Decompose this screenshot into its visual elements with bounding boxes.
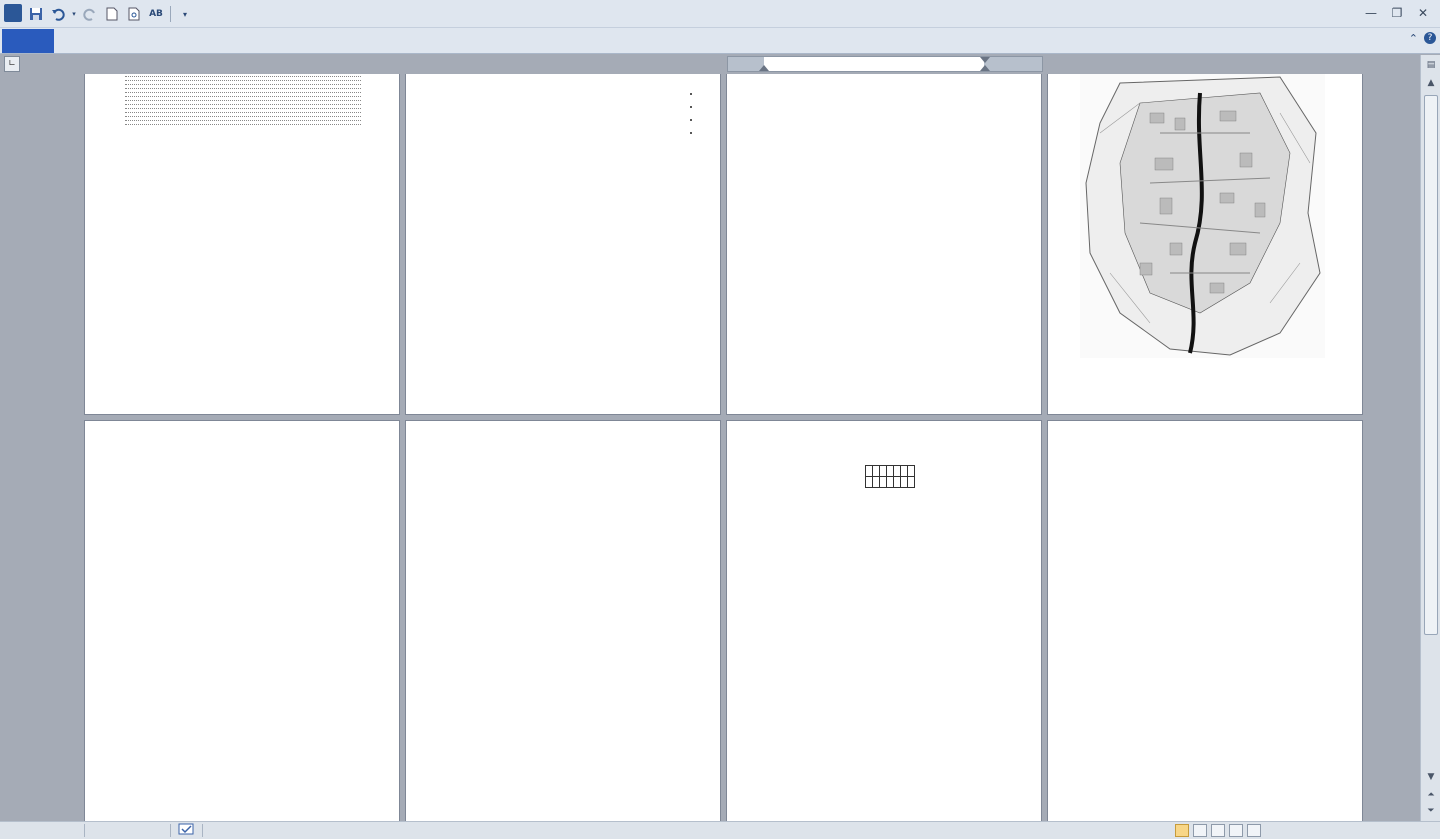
page-3[interactable] (726, 74, 1042, 415)
draft-view-icon[interactable] (1247, 824, 1261, 837)
status-divider (84, 824, 85, 837)
page-toc[interactable] (84, 74, 400, 415)
status-bar (0, 821, 1440, 839)
print-layout-view-icon[interactable] (1175, 824, 1189, 837)
status-divider (170, 824, 171, 837)
save-icon[interactable] (26, 4, 46, 24)
tab-selector-icon[interactable]: ∟ (4, 56, 20, 72)
scroll-up-icon[interactable]: ▲ (1427, 78, 1435, 88)
list-item (444, 113, 682, 126)
left-indent-marker[interactable] (759, 65, 769, 71)
proofing-icon[interactable] (178, 823, 196, 839)
full-screen-reading-view-icon[interactable] (1193, 824, 1207, 837)
list-item (444, 126, 682, 139)
scroll-thumb[interactable] (1424, 95, 1438, 635)
window-controls (1358, 2, 1436, 24)
title-bar (0, 0, 1440, 28)
previous-page-icon[interactable]: ⏶ (1427, 790, 1435, 800)
table-row (866, 466, 915, 477)
ribbon-tabs (0, 28, 1440, 54)
next-page-icon[interactable]: ⏷ (1427, 806, 1435, 816)
table-header-cell (866, 466, 873, 477)
right-indent-marker[interactable] (980, 65, 990, 71)
new-document-icon[interactable] (102, 4, 122, 24)
table-cell (908, 477, 915, 488)
ruler-margin-right (984, 57, 1042, 71)
table-row (1101, 462, 1321, 472)
vertical-scrollbar[interactable] (1420, 55, 1440, 821)
page-7-text (765, 459, 1015, 492)
spelling-icon[interactable]: AB (149, 9, 163, 19)
page-4-map[interactable] (1047, 74, 1363, 415)
table-header-cell (908, 466, 915, 477)
outline-view-icon[interactable] (1229, 824, 1243, 837)
location-list (444, 87, 694, 139)
table-cell (887, 477, 894, 488)
scroll-down-icon[interactable]: ▼ (1427, 772, 1435, 782)
ribbon-controls (1409, 32, 1436, 45)
page-7[interactable] (726, 420, 1042, 821)
page-5-text (123, 459, 373, 465)
page-8-text (1086, 459, 1336, 472)
crop-area-table (865, 465, 915, 488)
table-cell (901, 477, 908, 488)
undo-icon[interactable] (48, 4, 68, 24)
table-header-cell (873, 466, 880, 477)
quick-access-toolbar (26, 4, 195, 24)
table-header-cell (880, 466, 887, 477)
table-cell (880, 477, 887, 488)
table-cell (866, 477, 873, 488)
close-icon[interactable]: ✕ (1417, 6, 1429, 20)
document-area[interactable] (0, 74, 1420, 821)
toc-list (123, 74, 363, 125)
table-cell (873, 477, 880, 488)
toolbar-divider (170, 6, 171, 22)
page-2[interactable] (405, 74, 721, 415)
table-row (866, 477, 915, 488)
ruler-toggle-icon[interactable]: ▤ (1426, 60, 1436, 70)
list-item (444, 87, 682, 100)
help-icon[interactable]: ? (1424, 32, 1436, 44)
tab-file[interactable] (2, 29, 54, 53)
page-5[interactable] (84, 420, 400, 821)
web-layout-view-icon[interactable] (1211, 824, 1225, 837)
table-header-cell (894, 466, 901, 477)
restore-icon[interactable]: ❐ (1391, 6, 1403, 20)
list-item (444, 100, 682, 113)
page-2-text (444, 75, 694, 151)
table-header-cell (1211, 462, 1266, 472)
page-8[interactable] (1047, 420, 1363, 821)
table-header-cell (887, 466, 894, 477)
chevron-down-icon[interactable]: ▾ (72, 10, 76, 18)
table-header-cell (901, 466, 908, 477)
table-cell (894, 477, 901, 488)
ribbon-minimize-icon[interactable]: ⌃ (1408, 32, 1418, 45)
first-line-indent-marker[interactable] (980, 57, 990, 63)
table-header-cell (1266, 462, 1321, 472)
horizontal-ruler[interactable] (727, 56, 1043, 72)
redo-icon[interactable] (80, 4, 100, 24)
print-preview-icon[interactable] (124, 4, 144, 24)
word-app-icon[interactable] (4, 4, 22, 22)
ruler-row (0, 55, 1440, 74)
table-header-cell (1101, 462, 1156, 472)
table-header-cell (1156, 462, 1211, 472)
page-6-text (444, 459, 694, 465)
customize-icon[interactable]: ▾ (182, 9, 187, 19)
toc-row[interactable] (123, 121, 363, 125)
land-use-table (1101, 462, 1321, 472)
page-6[interactable] (405, 420, 721, 821)
minimize-icon[interactable]: — (1365, 6, 1377, 20)
status-divider (202, 824, 203, 837)
village-map-image (1080, 74, 1325, 358)
